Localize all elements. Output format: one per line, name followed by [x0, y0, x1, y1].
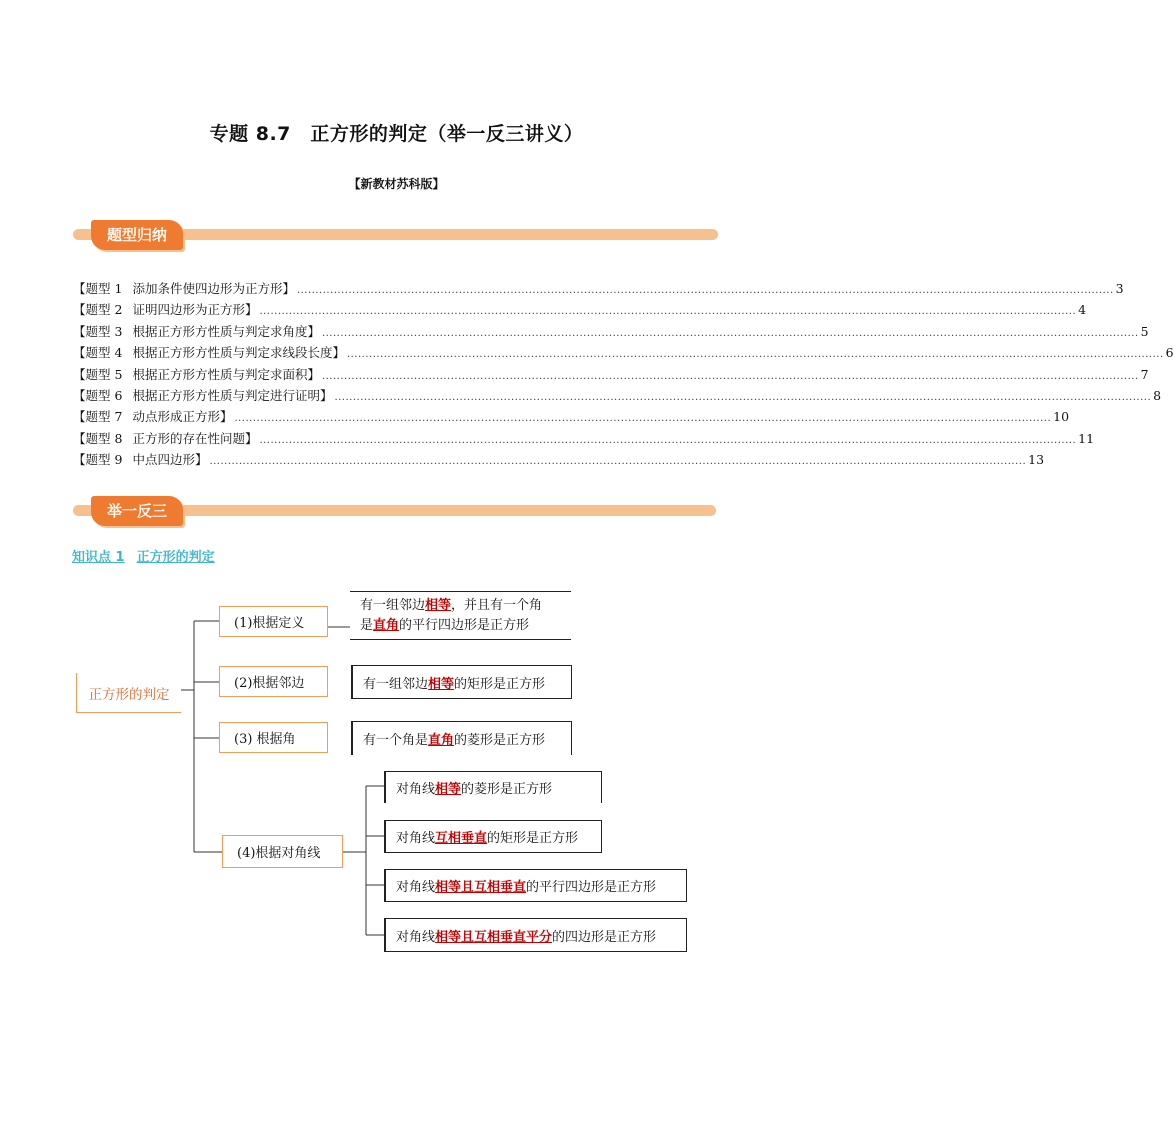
result-text: 是 [360, 617, 374, 633]
toc-leader-dots: .............................................................................................................................................................................................................................. [209, 456, 1027, 468]
section-tag-induction: 题型归纳 [91, 220, 183, 250]
result-text: 对角线 [396, 880, 436, 895]
toc-title: 证明四边形为正方形】 [132, 302, 258, 318]
result-text: 有一组邻边 [363, 676, 429, 692]
result-text: 的矩形是正方形 [454, 676, 546, 692]
toc-page: 10 [1053, 409, 1070, 425]
result-highlight: 相等且互相垂直 [435, 880, 527, 895]
result-text: 的菱形是正方形 [461, 782, 553, 797]
toc-type: 【题型 9 [73, 452, 123, 468]
toc-title: 根据正方形方性质与判定进行证明】 [132, 387, 333, 403]
tree-root: 正方形的判定 [76, 673, 181, 713]
knowledge-point-number: 知识点 1 [72, 550, 125, 565]
toc-leader-dots: .............................................................................................................................................................................................................................. [334, 391, 1152, 403]
toc-page: 8 [1153, 387, 1162, 403]
branch-adjacent-sides: (2)根据邻边 [219, 666, 328, 697]
result-highlight: 相等 [428, 676, 455, 692]
toc-page: 6 [1165, 345, 1174, 361]
toc-leader-dots: .............................................................................................................................................................................................................................. [321, 327, 1139, 339]
result-text: ，并且有一个角 [451, 597, 543, 613]
toc-type: 【题型 1 [73, 281, 123, 296]
result-highlight: 互相垂直 [435, 831, 488, 846]
result-highlight: 直角 [373, 617, 400, 633]
toc-leader-dots: .............................................................................................................................................................................................................................. [234, 413, 1052, 425]
result-text: 对角线 [396, 831, 436, 846]
toc-type: 【题型 3 [73, 323, 123, 339]
result-text: 对角线 [396, 929, 436, 945]
toc-title: 根据正方形方性质与判定求面积】 [132, 366, 320, 382]
branch-diagonals: (4)根据对角线 [222, 835, 343, 868]
result-line [360, 596, 542, 616]
toc-type: 【题型 8 [73, 430, 123, 446]
result-text: 有一个角是 [363, 733, 429, 748]
result-adjacent-sides [351, 665, 572, 699]
result-diagonals-rectangle [384, 820, 602, 853]
result-line [360, 616, 529, 636]
toc-page: 11 [1078, 430, 1095, 446]
result-highlight: 相等 [425, 597, 452, 613]
toc-page: 3 [1115, 281, 1124, 296]
edition-label: 【新教材苏科版】 [348, 177, 445, 191]
toc-leader-dots: .............................................................................................................................................................................................................................. [296, 285, 1114, 296]
toc-title: 中点四边形】 [132, 452, 208, 468]
toc-leader-dots: .............................................................................................................................................................................................................................. [321, 370, 1139, 382]
toc-leader-dots: .............................................................................................................................................................................................................................. [259, 306, 1077, 318]
section-tag-practice: 举一反三 [91, 496, 183, 526]
result-text: 的四边形是正方形 [552, 929, 657, 945]
result-text: 的平行四边形是正方形 [526, 880, 657, 895]
result-diagonals-parallelogram [384, 869, 687, 902]
toc-title: 正方形的存在性问题】 [132, 430, 258, 446]
toc-type: 【题型 4 [73, 345, 123, 361]
toc-leader-dots: .............................................................................................................................................................................................................................. [346, 349, 1164, 361]
result-angle [351, 721, 572, 755]
toc-page: 7 [1140, 366, 1149, 382]
result-definition [350, 591, 571, 640]
result-text: 对角线 [396, 782, 436, 797]
branch-angle: (3) 根据角 [219, 722, 328, 753]
toc-type: 【题型 5 [73, 366, 123, 382]
result-highlight: 相等 [435, 782, 462, 797]
result-diagonals-quadrilateral [384, 918, 687, 952]
toc-page: 5 [1140, 323, 1149, 339]
result-text: 有一组邻边 [360, 597, 426, 613]
toc-type: 【题型 2 [73, 302, 123, 318]
knowledge-point-name: 正方形的判定 [136, 550, 215, 565]
toc-leader-dots: .............................................................................................................................................................................................................................. [259, 434, 1077, 446]
toc-page: 4 [1078, 302, 1087, 318]
toc-title: 添加条件使四边形为正方形】 [132, 281, 295, 296]
toc-title: 根据正方形方性质与判定求角度】 [132, 323, 320, 339]
toc-title: 动点形成正方形】 [132, 409, 233, 425]
result-highlight: 直角 [428, 733, 455, 748]
page-title: 专题 8.7 正方形的判定（举一反三讲义） [209, 123, 584, 145]
result-text: 的平行四边形是正方形 [399, 617, 530, 633]
result-text: 的菱形是正方形 [454, 733, 546, 748]
toc-type: 【题型 6 [73, 387, 123, 403]
branch-definition: (1)根据定义 [219, 606, 328, 637]
toc-type: 【题型 7 [73, 409, 123, 425]
result-highlight: 相等且互相垂直平分 [435, 929, 553, 945]
result-text: 的矩形是正方形 [487, 831, 579, 846]
result-diagonals-rhombus [384, 771, 602, 803]
toc-page: 13 [1028, 452, 1045, 468]
toc-title: 根据正方形方性质与判定求线段长度】 [132, 345, 345, 361]
